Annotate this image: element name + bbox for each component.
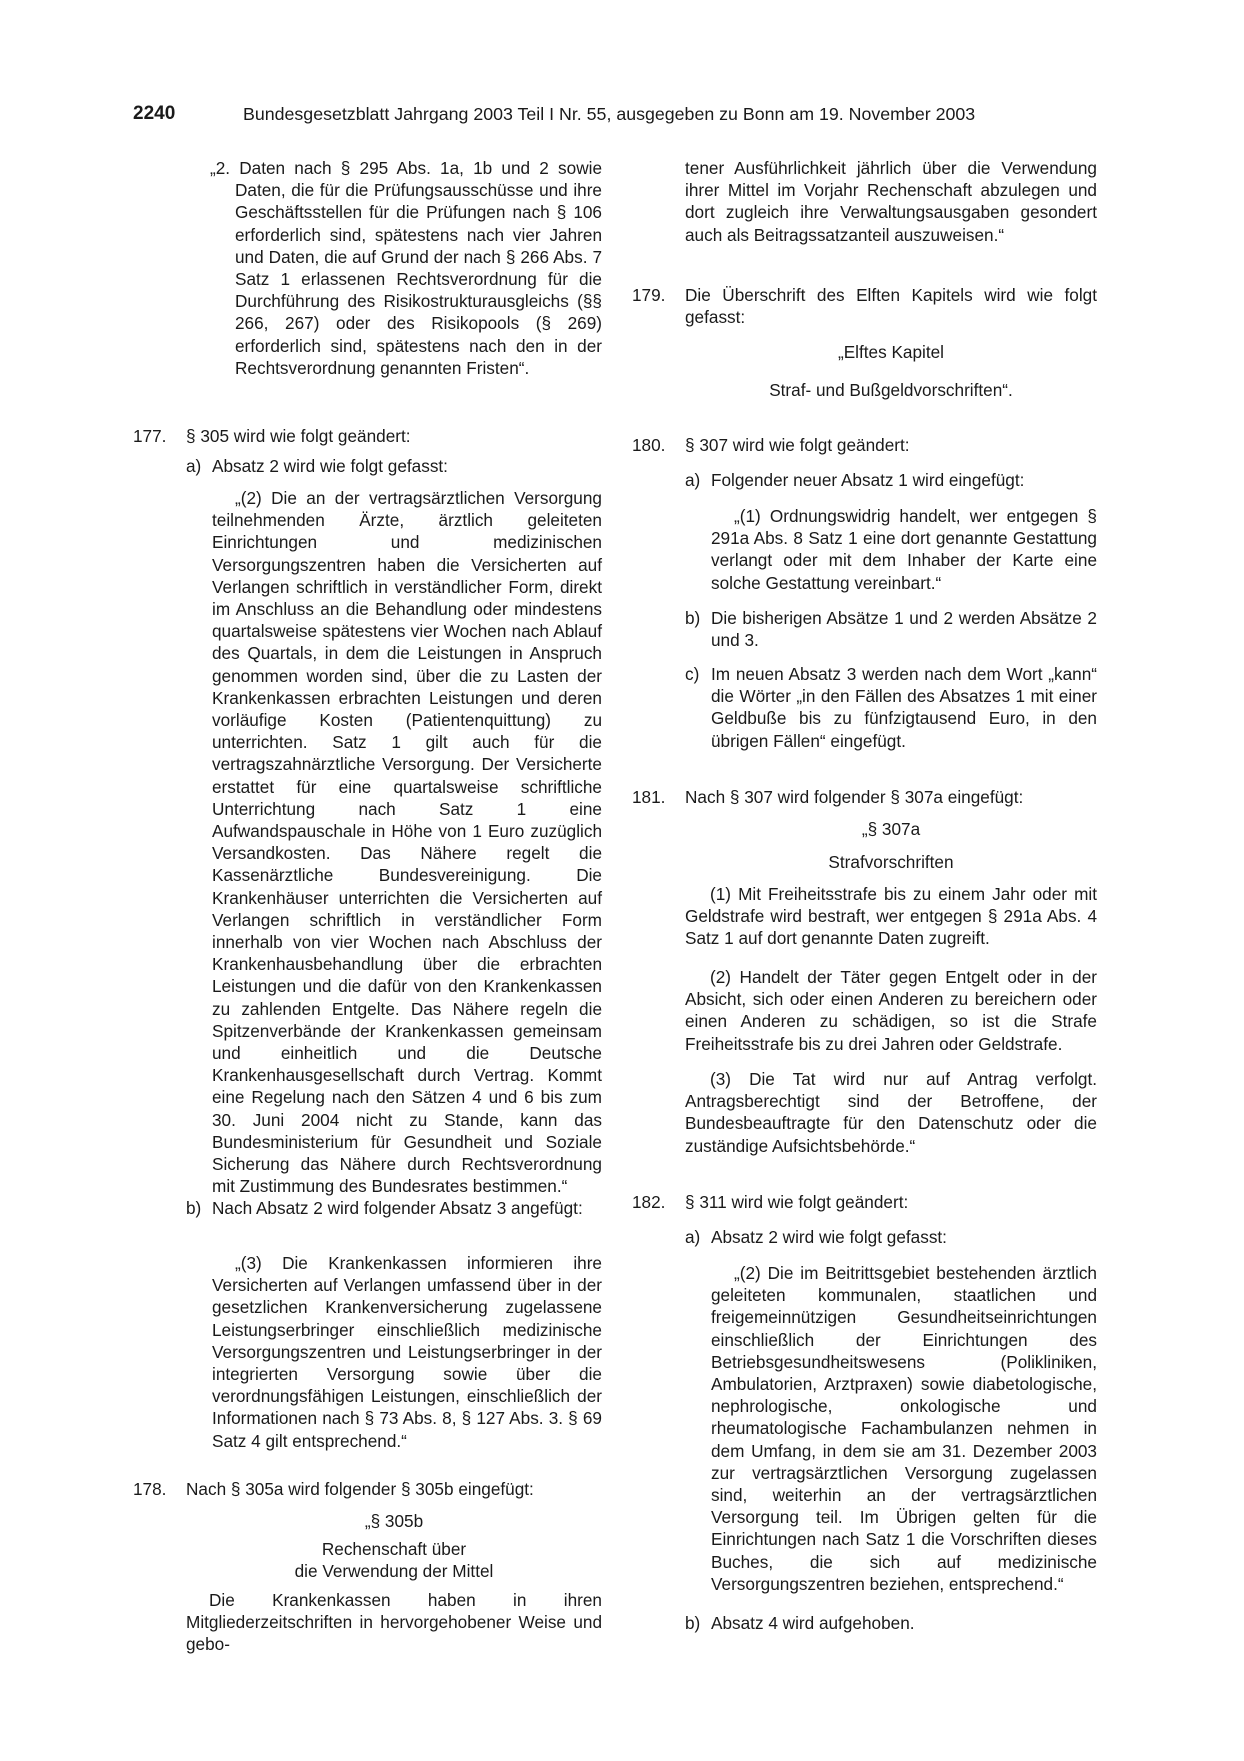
item-177a-text: Absatz 2 wird wie folgt gefasst: xyxy=(212,456,448,476)
item-180a-label: a) xyxy=(685,470,701,490)
item-177b-label: b) xyxy=(186,1198,202,1218)
item-number-180: 180. xyxy=(632,435,666,455)
section-307a-heading: „§ 307a xyxy=(861,819,921,839)
section-305b-heading: „§ 305b xyxy=(364,1511,424,1531)
item-180c-label: c) xyxy=(685,664,700,684)
item-180c-text: Im neuen Absatz 3 werden nach dem Wort „kann“ die Wörter „in den Fällen des Absatzes 1 mit einer Geldbuße bis zu fünfzigtausend Euro, in den übrigen Fällen“ eingefügt. xyxy=(711,664,1097,751)
item-number-182: 182. xyxy=(632,1192,666,1212)
item-177a-label: a) xyxy=(186,456,202,476)
item-182b-text: Absatz 4 wird aufgehoben. xyxy=(711,1613,915,1633)
item-178-text: Nach § 305a wird folgender § 305b eingefügt: xyxy=(186,1479,534,1499)
section-307a-paragraph-1: (1) Mit Freiheitsstrafe bis zu einem Jahr oder mit Geldstrafe wird bestraft, wer entgegen § 291a Abs. 4 Satz 1 auf dort genannte Daten zugreift. xyxy=(685,884,1097,949)
section-307a-paragraph-2: (2) Handelt der Täter gegen Entgelt oder in der Absicht, sich oder einen Anderen zu bereichern oder einen Anderen zu schädigen, so ist die Strafe Freiheitsstrafe bis zu drei Jahren oder Geldstrafe. xyxy=(685,967,1097,1054)
item-180b-text: Die bisherigen Absätze 1 und 2 werden Absätze 2 und 3. xyxy=(711,608,1097,651)
item-182b-label: b) xyxy=(685,1613,701,1633)
item-177a-quote: „(2) Die an der vertragsärztlichen Versorgung teilnehmenden Ärzte, ärztlich geleiteten Einrichtungen und medizinischen Versorgungszentren haben die Versicherten auf Verlangen schriftlich in verständlicher Form, direkt im Anschluss an die Behandlung oder mindestens quartalsweise spätestens vier Wochen nach Ablauf des Quartals, in dem die Leistungen in Anspruch genommen worden sind, über die zu Lasten der Krankenkassen erbrachten Leistungen und deren vorläufige Kosten (Patientenquittung) zu unterrichten. Satz 1 gilt auch für die vertragszahnärztliche Versorgung. Der Versicherte erstattet für eine quartalsweise schriftliche Unterrichtung nach Satz 1 eine Aufwandspauschale in Höhe von 1 Euro zuzüglich Versandkosten. Das Nähere regelt die Kassenärztliche Bundesvereinigung. Die Krankenhäuser unterrichten die Versicherten auf Verlangen schriftlich in verständlicher Form innerhalb von vier Wochen nach Abschluss der Krankenhausbehandlung über die erbrachten Leistungen und die dafür von den Krankenkassen zu zahlenden Entgelte. Das Nähere regeln die Spitzenverbände der Krankenkassen gemeinsam und einheitlich und die Deutsche Krankenhausgesellschaft durch Vertrag. Kommt eine Regelung nach den Sätzen 4 und 6 bis zum 30. Juni 2004 nicht zu Stande, kann das Bundesministerium für Gesundheit und Soziale Sicherung das Nähere durch Rechtsverordnung mit Zustimmung des Bundesrates bestimmen.“ xyxy=(212,488,602,1197)
chapter-11-title: Straf- und Bußgeldvorschriften“. xyxy=(769,380,1013,400)
item-181-text: Nach § 307 wird folgender § 307a eingefügt: xyxy=(685,787,1024,807)
item-number-178: 178. xyxy=(133,1479,167,1499)
section-305b-body-continued: tener Ausführlichkeit jährlich über die Verwendung ihrer Mittel im Vorjahr Rechenschaft abzulegen und dort zugleich ihre Verwaltungsausgaben gesondert auch als Beitragssatzanteil auszuweisen.“ xyxy=(685,158,1097,245)
item-177b-text: Nach Absatz 2 wird folgender Absatz 3 angefügt: xyxy=(212,1198,583,1218)
item-182-text: § 311 wird wie folgt geändert: xyxy=(685,1192,909,1212)
running-header: Bundesgesetzblatt Jahrgang 2003 Teil I Nr. 55, ausgegeben zu Bonn am 19. November 2003 xyxy=(243,104,976,124)
item-number-179: 179. xyxy=(632,285,666,305)
item-182a-quote: „(2) Die im Beitrittsgebiet bestehenden ärztlich geleiteten kommunalen, staatlichen und freigemeinnützigen Gesundheitseinrichtungen einschließlich der Einrichtungen des Betriebsgesundheitswesens (Polikliniken, Ambulatorien, Arztpraxen) sowie diabetologische, nephrologische, onkologische und rheumatologische Fachambulanzen nehmen in dem Umfang, in dem sie am 31. Dezember 2003 zur vertragsärztlichen Versorgung zugelassen sind, weiterhin an der vertragsärztlichen Versorgung teil. Im Übrigen gelten für die Einrichtungen nach Satz 1 die Vorschriften dieses Buches, die sich auf medizinische Versorgungszentren beziehen, entsprechend.“ xyxy=(711,1263,1097,1594)
item-180-text: § 307 wird wie folgt geändert: xyxy=(685,435,910,455)
item-177b-quote: „(3) Die Krankenkassen informieren ihre Versicherten auf Verlangen umfassend über in der gesetzlichen Krankenversicherung zugelassene Leistungserbringer einschließlich medizinische Versorgungszentren und Leistungserbringer in der integrierten Versorgung sowie über die verordnungsfähigen Leistungen, einschließlich der Informationen nach § 73 Abs. 8, § 127 Abs. 3. § 69 Satz 4 gilt entsprechend.“ xyxy=(212,1253,602,1451)
page-number: 2240 xyxy=(133,103,176,124)
item-177-text: § 305 wird wie folgt geändert: xyxy=(186,426,411,446)
section-305b-title-line-1: Rechenschaft über xyxy=(321,1539,467,1559)
section-307a-paragraph-3: (3) Die Tat wird nur auf Antrag verfolgt. Antragsberechtigt sind der Betroffene, der Bundesbeauftragte für den Datenschutz oder die zuständige Aufsichtsbehörde.“ xyxy=(685,1069,1097,1156)
item-number-177: 177. xyxy=(133,426,167,446)
item-180a-quote: „(1) Ordnungswidrig handelt, wer entgegen § 291a Abs. 8 Satz 1 eine dort genannte Gestattung verlangt oder mit dem Inhaber der Karte eine solche Gestattung vereinbart.“ xyxy=(711,506,1097,593)
item-182a-label: a) xyxy=(685,1227,701,1247)
item-180b-label: b) xyxy=(685,608,701,628)
item-180a-text: Folgender neuer Absatz 1 wird eingefügt: xyxy=(711,470,1025,490)
section-305b-body-start: Die Krankenkassen haben in ihren Mitgliederzeitschriften in hervorgehobener Weise und gebo- xyxy=(186,1590,602,1655)
item-182a-text: Absatz 2 wird wie folgt gefasst: xyxy=(711,1227,947,1247)
section-305b-title-line-2: die Verwendung der Mittel xyxy=(294,1561,494,1581)
chapter-11-heading: „Elftes Kapitel xyxy=(837,342,945,362)
item-179-text: Die Überschrift des Elften Kapitels wird wie folgt gefasst: xyxy=(685,285,1097,328)
section-307a-title: Strafvorschriften xyxy=(828,852,954,872)
item-2-text: „2. Daten nach § 295 Abs. 1a, 1b und 2 sowie Daten, die für die Prüfungsausschüsse und ihre Geschäftsstellen für die Prüfungen nach § 106 erforderlich sind, spätestens nach vier Jahren und Daten, die auf Grund der nach § 266 Abs. 7 Satz 1 erlassenen Rechtsverordnung für die Durchführung des Risikostrukturausgleichs (§§ 266, 267) oder des Risikopools (§ 269) erforderlich sind, spätestens nach den in der Rechtsverordnung genannten Fristen“. xyxy=(210,158,602,378)
item-number-181: 181. xyxy=(632,787,666,807)
